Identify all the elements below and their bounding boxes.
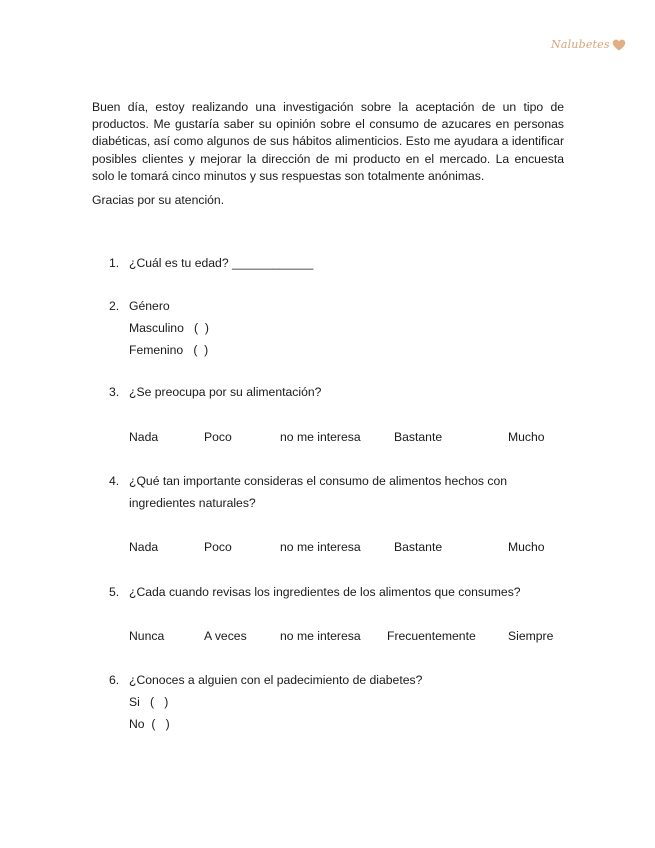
- brand-logo: [551, 38, 626, 51]
- option-no[interactable]: No ( ): [129, 717, 170, 731]
- scale-option[interactable]: no me interesa: [280, 430, 361, 444]
- scale-option[interactable]: Nada: [129, 540, 159, 554]
- option-femenino[interactable]: Femenino ( ): [129, 343, 209, 357]
- question-number: 5.: [109, 585, 120, 599]
- thanks-text: Gracias por su atención.: [92, 193, 225, 207]
- scale-option[interactable]: Nunca: [129, 629, 165, 643]
- scale-option[interactable]: Mucho: [508, 430, 545, 444]
- scale-option[interactable]: A veces: [204, 629, 247, 643]
- scale-option[interactable]: no me interesa: [280, 540, 361, 554]
- scale-option[interactable]: Poco: [204, 430, 232, 444]
- scale-option[interactable]: Nada: [129, 430, 159, 444]
- option-si[interactable]: Si ( ): [129, 695, 169, 709]
- scale-option[interactable]: Frecuentemente: [387, 629, 476, 643]
- question-text: ¿Cada cuando revisas los ingredientes de los alimentos que consumes?: [129, 585, 521, 599]
- question-text-line-2: ingredientes naturales?: [129, 496, 256, 510]
- question-text: ¿Cuál es tu edad? ____________: [129, 256, 314, 270]
- question-text: Género: [129, 299, 170, 313]
- question-text: ¿Se preocupa por su alimentación?: [129, 385, 322, 399]
- question-number: 1.: [109, 256, 120, 270]
- question-text-line-1: ¿Qué tan importante consideras el consumo de alimentos hechos con: [129, 474, 508, 488]
- scale-option[interactable]: no me interesa: [280, 629, 361, 643]
- question-number: 6.: [109, 673, 120, 687]
- scale-option[interactable]: Mucho: [508, 540, 545, 554]
- logo-text: Nalubetes: [551, 38, 610, 51]
- option-masculino[interactable]: Masculino ( ): [129, 321, 209, 335]
- heart-icon: [612, 39, 626, 51]
- question-text: ¿Conoces a alguien con el padecimiento de diabetes?: [129, 673, 423, 687]
- scale-option[interactable]: Siempre: [508, 629, 554, 643]
- scale-option[interactable]: Poco: [204, 540, 232, 554]
- question-number: 3.: [109, 385, 120, 399]
- scale-option[interactable]: Bastante: [394, 540, 443, 554]
- scale-option[interactable]: Bastante: [394, 430, 443, 444]
- question-number: 2.: [109, 299, 120, 313]
- intro-paragraph: Buen día, estoy realizando una investigación sobre la aceptación de un tipo de productos. Me gustaría saber su opinión sobre el consumo de azucares en personas diabéticas, así como algunos de sus hábitos alimenticios. Esto me ayudara a identificar posibles clientes y mejorar la dirección de mi producto en el mercado. La encuesta solo le tomará cinco minutos y sus respuestas son totalmente anónimas.: [92, 100, 564, 183]
- question-number: 4.: [109, 474, 120, 488]
